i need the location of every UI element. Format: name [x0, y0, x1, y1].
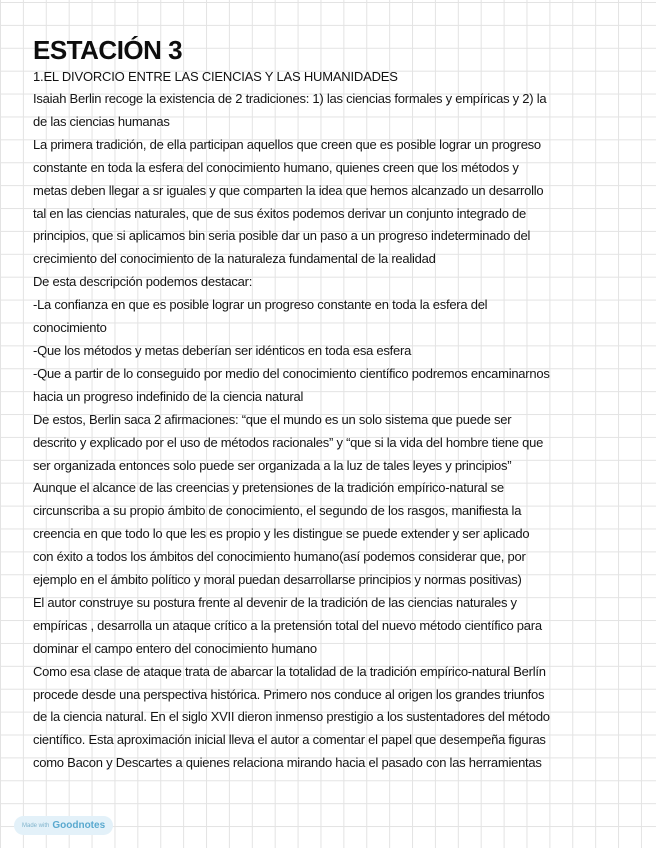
text-line: Como esa clase de ataque trata de abarcar la totalidad de la tradición empírico-natural Berlín — [33, 663, 546, 679]
text-line: La primera tradición, de ella participan aquellos que creen que es posible lograr un progreso — [33, 136, 541, 152]
text-line: descrito y explicado por el uso de métodos racionales” y “que si la vida del hombre tiene que — [33, 434, 544, 450]
text-line: con éxito a todos los ámbitos del conocimiento humano(así podemos considerar que, por — [33, 549, 526, 565]
made-with-label: Made with — [22, 822, 50, 829]
note-page — [33, 34, 628, 775]
text-line: crecimiento del conocimiento de la naturaleza fundamental de la realidad — [33, 251, 436, 267]
text-line: principios, que si aplicamos bin seria posible dar un paso a un progreso indeterminado del — [33, 228, 531, 244]
text-line: ser organizada entonces solo puede ser organizada a la luz de tales leyes y principios” — [33, 457, 512, 473]
text-line: como Bacon y Descartes a quienes relaciona mirando hacia el pasado con las herramientas — [33, 755, 542, 771]
text-line: ejemplo en el ámbito político y moral puedan desarrollarse principios y normas positivas) — [33, 572, 522, 588]
text-line: Isaiah Berlin recoge la existencia de 2 tradiciones: 1) las ciencias formales y empíricas y 2) la — [33, 91, 547, 106]
text-line: científico. Esta aproximación inicial lleva el autor a comentar el papel que desempeña figuras — [33, 732, 546, 748]
text-line: de la ciencia natural. En el siglo XVII dieron inmenso prestigio a los sustentadores del método — [33, 709, 550, 725]
text-line: hacia un progreso indefinido de la ciencia natural — [33, 388, 304, 404]
text-line: procede desde una perspectiva histórica. Primero nos conduce al origen los grandes triunfos — [33, 686, 545, 702]
page-title: ESTACIÓN 3 — [33, 35, 183, 65]
text-line: -Que a partir de lo conseguido por medio del conocimiento científico podremos encaminarnos — [33, 365, 550, 381]
text-line: tal en las ciencias naturales, que de sus éxitos podemos derivar un conjunto integrado de — [33, 205, 527, 221]
goodnotes-badge[interactable] — [14, 816, 113, 835]
text-line: empíricas , desarrolla un ataque crítico a la pretensión total del nuevo método científico para — [33, 617, 542, 633]
text-line: circunscriba a su propio ámbito de conocimiento, el segundo de los rasgos, manifiesta la — [33, 503, 522, 519]
text-line: conocimiento — [33, 320, 107, 336]
note-body — [33, 88, 628, 775]
text-line: metas deben llegar a sr iguales y que comparten la idea que hemos alcanzado un desarrollo — [33, 182, 544, 198]
text-line: Aunque el alcance de las creencias y pretensiones de la tradición empírico-natural se — [33, 480, 504, 496]
text-line: -La confianza en que es posible lograr un progreso constante en toda la esfera del — [33, 297, 488, 313]
text-line: De estos, Berlin saca 2 afirmaciones: “que el mundo es un solo sistema que puede ser — [33, 411, 512, 427]
section-heading: 1.EL DIVORCIO ENTRE LAS CIENCIAS Y LAS HUMANIDADES — [33, 69, 398, 84]
text-line: De esta descripción podemos destacar: — [33, 274, 253, 290]
text-line: creencia en que todo lo que les es propio y les distingue se puede extender y ser aplicado — [33, 526, 530, 542]
text-line: de las ciencias humanas — [33, 113, 170, 129]
text-line: -Que los métodos y metas deberían ser idénticos en toda esa esfera — [33, 342, 412, 358]
text-line: dominar el campo entero del conocimiento humano — [33, 640, 317, 656]
goodnotes-logo: Goodnotes — [52, 820, 106, 831]
text-line: constante en toda la esfera del conocimiento humano, quienes creen que los métodos y — [33, 159, 519, 175]
text-line: El autor construye su postura frente al devenir de la tradición de las ciencias naturales y — [33, 594, 517, 610]
